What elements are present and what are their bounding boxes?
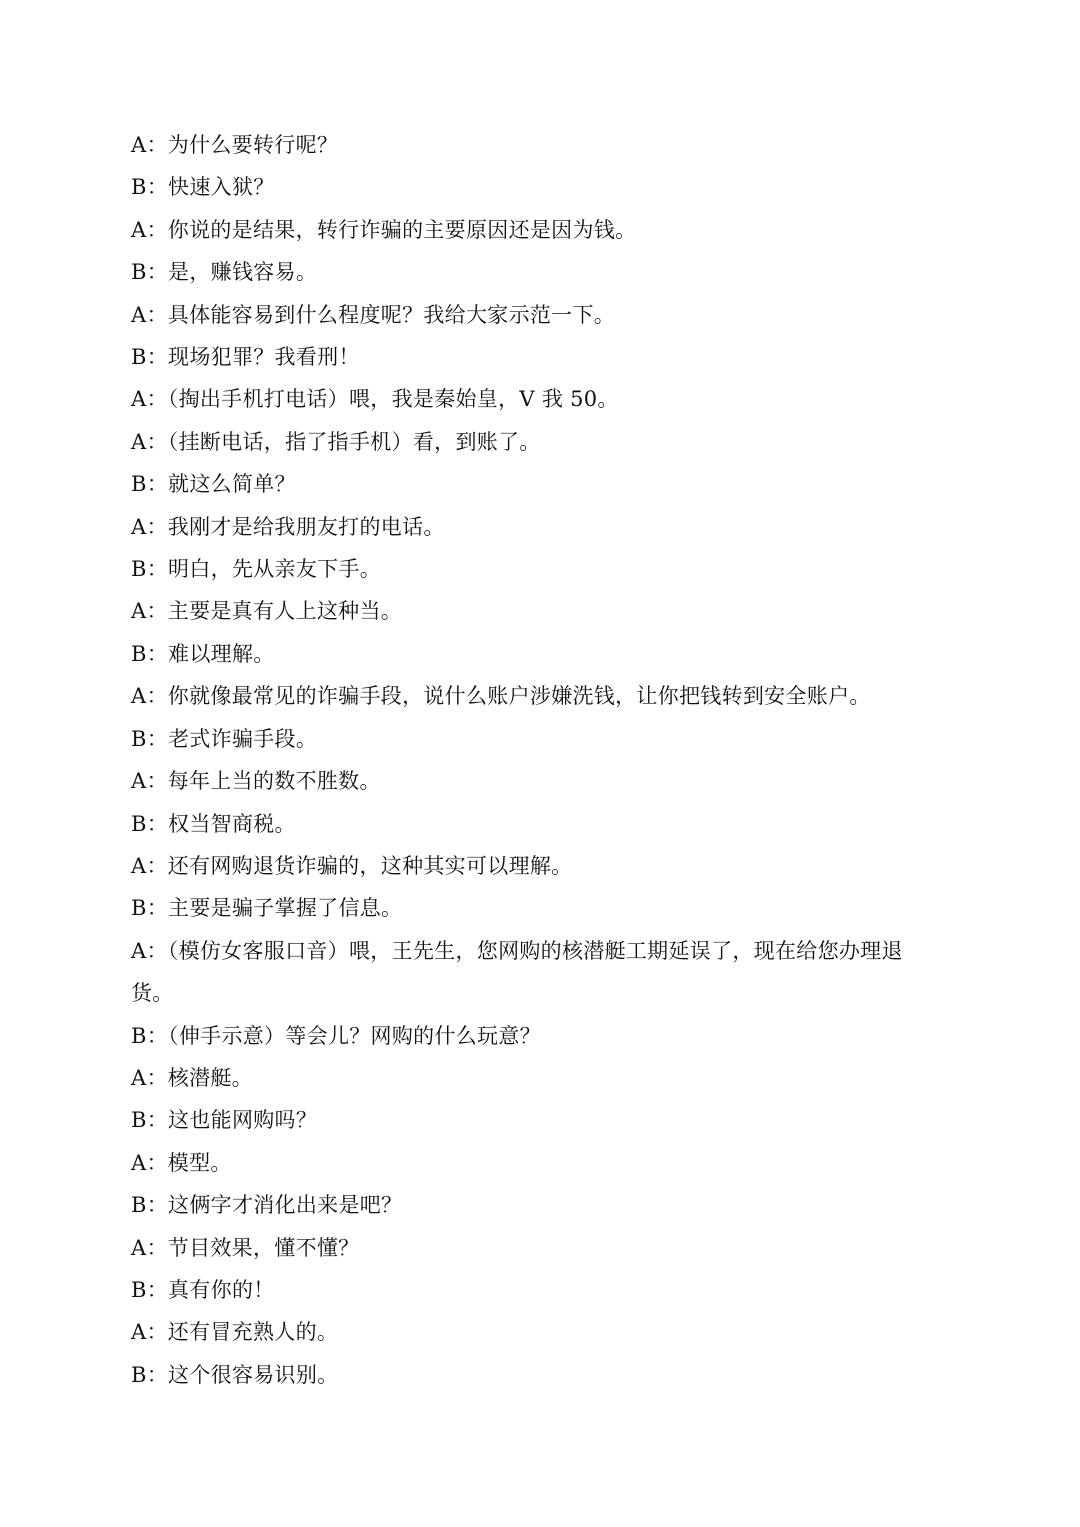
speaker-separator: ：: [146, 599, 168, 624]
dialogue-line: [131, 463, 931, 505]
dialogue-text: 核潜艇。: [167, 1065, 253, 1090]
dialogue-text: 明白，先从亲友下手。: [168, 557, 382, 582]
speaker-separator: ：: [146, 514, 168, 539]
dialogue-text: 真有你的！: [168, 1277, 275, 1302]
dialogue-line: [131, 1354, 931, 1396]
dialogue-list: [131, 124, 931, 1396]
dialogue-text: 我刚才是给我朋友打的电话。: [167, 514, 445, 539]
speaker-separator: ：: [146, 1065, 168, 1090]
dialogue-text: 难以理解。: [168, 641, 275, 666]
speaker-separator: ：: [146, 1235, 168, 1260]
dialogue-line: [131, 1142, 931, 1184]
speaker-separator: ：: [146, 1150, 168, 1175]
dialogue-text: 为什么要转行呢？: [167, 133, 339, 157]
speaker-separator: ：: [146, 1023, 169, 1048]
dialogue-text: 是，赚钱容易。: [168, 260, 318, 285]
speaker-separator: ：: [146, 557, 169, 582]
dialogue-line: [131, 378, 931, 420]
dialogue-text: 老式诈骗手段。: [168, 726, 318, 751]
speaker-label: A: [131, 387, 147, 412]
dialogue-line: [131, 1311, 931, 1353]
speaker-separator: ：: [146, 345, 169, 370]
dialogue-line: [131, 1227, 931, 1269]
speaker-separator: ：: [146, 302, 168, 327]
speaker-label: A: [131, 217, 147, 242]
dialogue-line: [131, 209, 931, 251]
speaker-label: B: [131, 726, 147, 751]
dialogue-line: [131, 675, 931, 717]
speaker-label: A: [131, 514, 147, 539]
dialogue-line: [131, 506, 931, 548]
speaker-label: A: [131, 769, 147, 794]
speaker-label: B: [131, 1277, 147, 1302]
dialogue-line: [131, 930, 931, 1015]
dialogue-line: [131, 336, 931, 378]
dialogue-line: [131, 633, 931, 675]
dialogue-text: 主要是真有人上这种当。: [167, 599, 403, 624]
dialogue-line: [131, 718, 931, 760]
dialogue-line: [131, 421, 931, 463]
dialogue-line: [131, 1269, 931, 1311]
dialogue-text: 模型。: [167, 1150, 232, 1175]
speaker-label: B: [131, 1362, 147, 1387]
speaker-label: B: [131, 811, 147, 836]
dialogue-text: 这也能网购吗？: [168, 1108, 318, 1133]
speaker-separator: ：: [146, 133, 168, 157]
speaker-label: A: [131, 684, 147, 709]
speaker-label: A: [131, 1320, 147, 1345]
speaker-separator: ：: [146, 175, 169, 200]
speaker-separator: ：: [146, 260, 169, 285]
dialogue-text: 主要是骗子掌握了信息。: [168, 896, 403, 921]
dialogue-text: 快速入狱？: [168, 175, 275, 200]
dialogue-text: 你说的是结果，转行诈骗的主要原因还是因为钱。: [167, 217, 637, 242]
speaker-label: A: [131, 599, 147, 624]
dialogue-text: 具体能容易到什么程度呢？我给大家示范一下。: [167, 302, 616, 327]
speaker-separator: ：: [146, 1193, 169, 1218]
speaker-label: B: [131, 641, 147, 666]
dialogue-text: 这个很容易识别。: [168, 1362, 339, 1387]
speaker-separator: ：: [146, 769, 168, 794]
speaker-separator: ：: [146, 217, 168, 242]
speaker-separator: ：: [146, 811, 169, 836]
speaker-label: B: [131, 1108, 147, 1133]
dialogue-text: 你就像最常见的诈骗手段，说什么账户涉嫌洗钱，让你把钱转到安全账户。: [167, 684, 871, 709]
dialogue-line: [131, 887, 931, 929]
dialogue-text: 还有网购退货诈骗的，这种其实可以理解。: [167, 853, 573, 878]
dialogue-line: [131, 590, 931, 632]
speaker-separator: ：: [146, 387, 168, 412]
speaker-separator: ：: [146, 1277, 169, 1302]
dialogue-line: [131, 251, 931, 293]
dialogue-text: 权当智商税。: [168, 811, 296, 836]
speaker-label: A: [131, 1235, 147, 1260]
speaker-label: A: [131, 853, 147, 878]
speaker-separator: ：: [146, 853, 168, 878]
dialogue-text: 每年上当的数不胜数。: [167, 769, 381, 794]
dialogue-text: （掏出手机打电话）喂，我是秦始皇，V 我 50。: [167, 387, 619, 412]
dialogue-text: 就这么简单？: [168, 472, 296, 497]
speaker-separator: ：: [146, 641, 169, 666]
dialogue-line: [131, 166, 931, 208]
dialogue-line: [131, 294, 931, 336]
speaker-label: B: [131, 896, 147, 921]
dialogue-line: [131, 1184, 931, 1226]
dialogue-text: 还有冒充熟人的。: [167, 1320, 339, 1345]
dialogue-text: （模仿女客服口音）喂，王先生，您网购的核潜艇工期延误了，现在给您办理退货。: [131, 938, 903, 1006]
speaker-separator: ：: [146, 938, 168, 963]
dialogue-line: [131, 760, 931, 802]
dialogue-text: 节目效果，懂不懂？: [167, 1235, 360, 1260]
speaker-separator: ：: [146, 1320, 168, 1345]
speaker-separator: ：: [146, 1108, 169, 1133]
dialogue-line: [131, 1057, 931, 1099]
speaker-label: A: [131, 1065, 147, 1090]
speaker-separator: ：: [146, 1362, 169, 1387]
dialogue-text: 现场犯罪？我看刑！: [168, 345, 360, 370]
speaker-label: B: [131, 1023, 147, 1048]
dialogue-line: [131, 845, 931, 887]
speaker-separator: ：: [146, 896, 169, 921]
dialogue-line: [131, 1015, 931, 1057]
dialogue-text: （挂断电话，指了指手机）看，到账了。: [167, 429, 541, 454]
speaker-label: B: [131, 472, 147, 497]
speaker-label: A: [131, 938, 147, 963]
speaker-label: A: [131, 133, 147, 157]
speaker-separator: ：: [146, 684, 168, 709]
speaker-label: A: [131, 1150, 147, 1175]
dialogue-line: [131, 124, 931, 166]
speaker-separator: ：: [146, 429, 168, 454]
speaker-label: B: [131, 260, 147, 285]
dialogue-line: [131, 548, 931, 590]
speaker-label: A: [131, 302, 147, 327]
dialogue-text: 这俩字才消化出来是吧？: [168, 1193, 403, 1218]
speaker-label: B: [131, 345, 147, 370]
dialogue-line: [131, 803, 931, 845]
dialogue-line: [131, 1099, 931, 1141]
speaker-label: A: [131, 429, 147, 454]
speaker-label: B: [131, 557, 147, 582]
dialogue-text: （伸手示意）等会儿？网购的什么玩意？: [168, 1023, 541, 1048]
speaker-separator: ：: [146, 726, 169, 751]
speaker-separator: ：: [146, 472, 169, 497]
speaker-label: B: [131, 1193, 147, 1218]
speaker-label: B: [131, 175, 147, 200]
